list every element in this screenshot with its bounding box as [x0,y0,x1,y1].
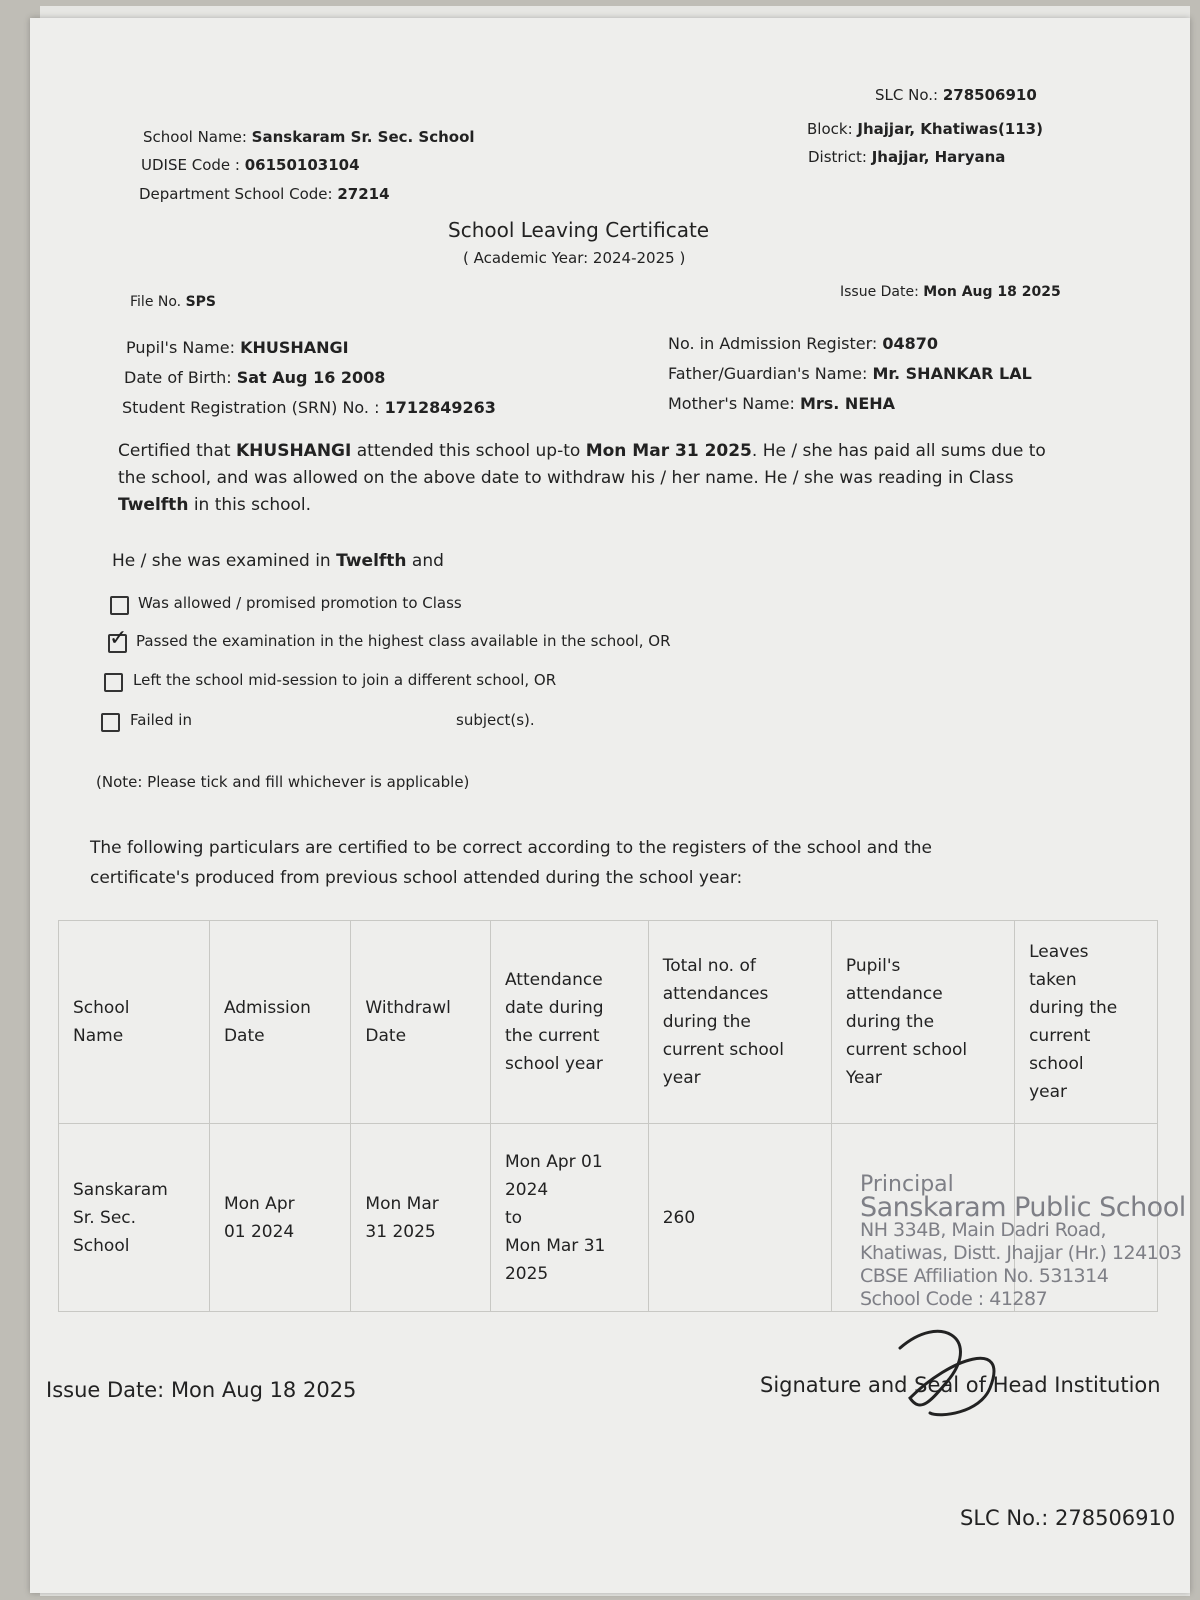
table-header-cell: School Name [59,921,210,1124]
udise-code: UDISE Code : 06150103104 [141,156,360,174]
father-name: Father/Guardian's Name: Mr. SHANKAR LAL [668,364,1032,383]
option-label: Passed the examination in the highest class available in the school, OR [136,632,671,650]
slc-number-bottom: SLC No.: 278506910 [960,1506,1176,1530]
department-school-code: Department School Code: 27214 [139,185,390,203]
principal-stamp: Principal Sanskaram Public School NH 334B, Main Dadri Road, Khatiwas, Distt. Jhajjar (Hr.) 124103 CBSE Affiliation No. 531314 School Code : 41287 [860,1172,1186,1310]
table-header-cell: Pupil's attendance during the current school Year [831,921,1014,1124]
certificate-page [30,18,1190,1593]
table-cell: 260 [648,1124,831,1312]
file-number: File No. SPS [130,294,217,310]
date-of-birth: Date of Birth: Sat Aug 16 2008 [124,368,386,387]
examined-line: He / she was examined in Twelfth and [112,551,444,571]
left-checkbox[interactable] [104,673,123,692]
table-header-cell: Attendance date during the current school year [490,921,648,1124]
issue-date-top: Issue Date: Mon Aug 18 2025 [840,284,1061,300]
academic-year: ( Academic Year: 2024-2025 ) [463,249,686,267]
passed-checkbox[interactable] [108,626,128,653]
option-label: Was allowed / promised promotion to Class [138,594,462,612]
srn-number: Student Registration (SRN) No. : 1712849263 [122,398,496,417]
mother-name: Mother's Name: Mrs. NEHA [668,394,896,413]
table-header-cell: Total no. of attendances during the current school year [648,921,831,1124]
block: Block: Jhajjar, Khatiwas(113) [807,120,1043,138]
table-cell: Mon Apr 01 2024 [209,1124,350,1312]
promotion-checkbox[interactable] [110,596,129,615]
signature-label: Signature and Seal of Head Institution [760,1373,1161,1397]
subjects-label: subject(s). [456,711,535,729]
table-header-row [59,921,1158,1124]
page-title: School Leaving Certificate [448,218,710,242]
table-header-cell: Leaves taken during the current school year [1015,921,1158,1124]
table-cell: Mon Mar 31 2025 [351,1124,491,1312]
option-label: Left the school mid-session to join a different school, OR [133,671,557,689]
particulars-text: The following particulars are certified to be correct according to the registers of the school and the certificate's produced from previous school attended during the school year: [90,838,933,888]
failed-checkbox[interactable] [101,713,120,732]
admission-register-number: No. in Admission Register: 04870 [668,334,939,353]
school-name: School Name: Sanskaram Sr. Sec. School [143,128,475,146]
pupil-name: Pupil's Name: KHUSHANGI [126,338,349,357]
certification-paragraph: Certified that KHUSHANGI attended this school up-to Mon Mar 31 2025. He / she has paid all sums due to the school, and was allowed on the above date to withdraw his / her name. He / she was reading in Class Twelfth in this school. [118,441,1046,515]
table-cell: Mon Apr 01 2024 to Mon Mar 31 2025 [490,1124,648,1312]
checkmark-icon: ✓ [109,626,128,651]
table-header-cell: Withdrawl Date [351,921,491,1124]
district: District: Jhajjar, Haryana [808,148,1006,166]
table-header-cell: Admission Date [209,921,350,1124]
note: (Note: Please tick and fill whichever is applicable) [96,773,470,791]
issue-date-bottom: Issue Date: Mon Aug 18 2025 [46,1378,357,1402]
table-cell: Sanskaram Sr. Sec. School [59,1124,210,1312]
slc-number: SLC No.: 278506910 [875,86,1037,104]
option-label: Failed in [130,711,192,729]
